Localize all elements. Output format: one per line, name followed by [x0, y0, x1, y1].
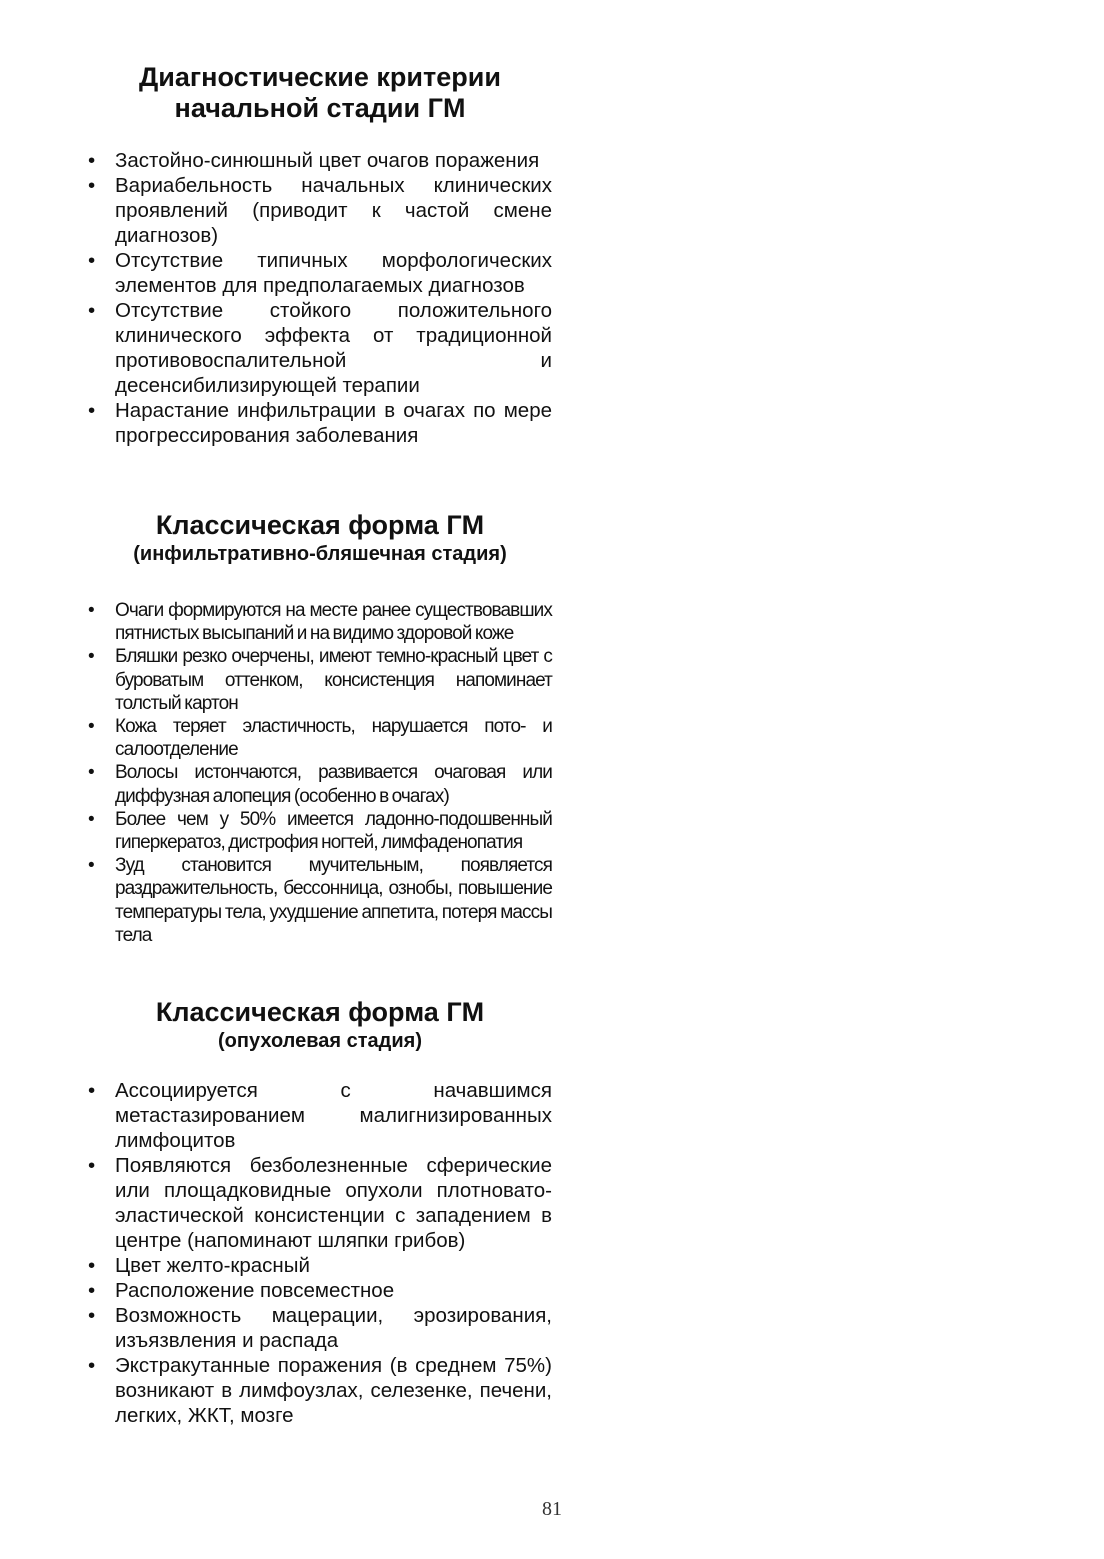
list-item — [88, 1253, 552, 1278]
list-item — [88, 1078, 552, 1153]
list-item-text: Волосы истончаются, развивается очаговая или диффузная алопеция (особенно в очагах) — [115, 762, 552, 807]
list-item-text: Очаги формируются на месте ранее существовавших пятнистых высыпаний и на видимо здоровой коже — [115, 600, 552, 645]
bullet-icon: • — [88, 249, 96, 272]
tumor-stage-list — [88, 1078, 552, 1428]
section-tumor-stage — [88, 997, 552, 1428]
bullet-icon: • — [88, 174, 96, 197]
bullet-icon: • — [88, 149, 96, 172]
bullet-icon: • — [88, 600, 94, 621]
list-item — [88, 645, 552, 715]
list-item-text: Зуд становится мучительным, появляется раздражительность, бессонница, ознобы, повышение температуры тела, ухудшение аппетита, потеря массы тела — [115, 855, 552, 946]
list-item-text: Экстракутанные поражения (в среднем 75%) возникают в лимфоузлах, селезенке, печени, легких, ЖКТ, мозге — [115, 1354, 552, 1427]
list-item-text: Бляшки резко очерчены, имеют темно-красный цвет с буроватым оттенком, консистенция напоминает толстый картон — [115, 646, 552, 714]
list-item — [88, 715, 552, 761]
criteria-list — [88, 148, 552, 448]
bullet-icon: • — [88, 399, 96, 422]
list-item — [88, 1278, 552, 1303]
list-item — [88, 298, 552, 398]
bullet-icon: • — [88, 1354, 96, 1377]
list-item — [88, 1153, 552, 1253]
list-item — [88, 761, 552, 807]
section-title-plaque-stage: Классическая форма ГМ — [155, 510, 485, 540]
list-item-text: Появляются безболезненные сферические или площадковидные опухоли плотновато-эластической консистенции с западением в центре (напоминают шляпки грибов) — [115, 1154, 552, 1252]
bullet-icon: • — [88, 762, 94, 784]
list-item-text: Нарастание инфильтрации в очагах по мере прогрессирования заболевания — [115, 399, 552, 447]
bullet-icon: • — [88, 716, 94, 738]
list-item — [88, 148, 552, 173]
title-line-2: начальной стадии ГМ — [174, 93, 466, 123]
bullet-icon: • — [88, 1154, 96, 1177]
bullet-icon: • — [88, 646, 94, 668]
list-item-text: Расположение повсеместное — [115, 1279, 395, 1302]
list-item — [88, 808, 552, 854]
list-item-text: Возможность мацерации, эрозирования, изъязвления и распада — [115, 1304, 552, 1352]
list-item — [88, 1353, 552, 1428]
section-plaque-stage — [88, 510, 552, 947]
list-item — [88, 854, 552, 947]
page-number: 81 — [542, 1498, 562, 1520]
list-item-text: Вариабельность начальных клинических проявлений (приводит к частой смене диагнозов) — [115, 174, 552, 247]
list-item-text: Ассоциируется с начавшимся метастазированием малигнизированных лимфоцитов — [115, 1079, 552, 1152]
list-item-text: Отсутствие типичных морфологических элементов для предполагаемых диагнозов — [115, 249, 552, 297]
bullet-icon: • — [88, 299, 96, 322]
list-item — [88, 398, 552, 448]
section-initial-stage — [88, 62, 552, 448]
section-title-tumor-stage: Классическая форма ГМ — [155, 997, 485, 1027]
list-item — [88, 173, 552, 248]
list-item-text: Отсутствие стойкого положительного клинического эффекта от традиционной противовоспалительной и десенсибилизирующей терапии — [115, 299, 552, 397]
list-item-text: Застойно-синюшный цвет очагов поражения — [115, 149, 540, 172]
section-title-initial-stage — [88, 62, 552, 124]
list-item-text: Кожа теряет эластичность, нарушается пото- и салоотделение — [115, 716, 552, 761]
plaque-stage-list — [88, 599, 552, 947]
section-subtitle-tumor-stage: (опухолевая стадия) — [218, 1030, 422, 1052]
list-item-text: Цвет желто-красный — [115, 1254, 310, 1277]
list-item — [88, 599, 552, 645]
title-line-1: Диагностические критерии — [139, 62, 501, 92]
bullet-icon: • — [88, 1304, 96, 1327]
list-item — [88, 248, 552, 298]
list-item-text: Более чем у 50% имеется ладонно-подошвенный гиперкератоз, дистрофия ногтей, лимфаденопатия — [115, 808, 552, 854]
bullet-icon: • — [88, 1279, 96, 1302]
bullet-icon: • — [88, 1079, 96, 1102]
bullet-icon: • — [88, 855, 94, 877]
bullet-icon: • — [88, 808, 94, 830]
list-item — [88, 1303, 552, 1353]
bullet-icon: • — [88, 1254, 96, 1277]
section-subtitle-plaque-stage: (инфильтративно-бляшечная стадия) — [133, 543, 507, 565]
